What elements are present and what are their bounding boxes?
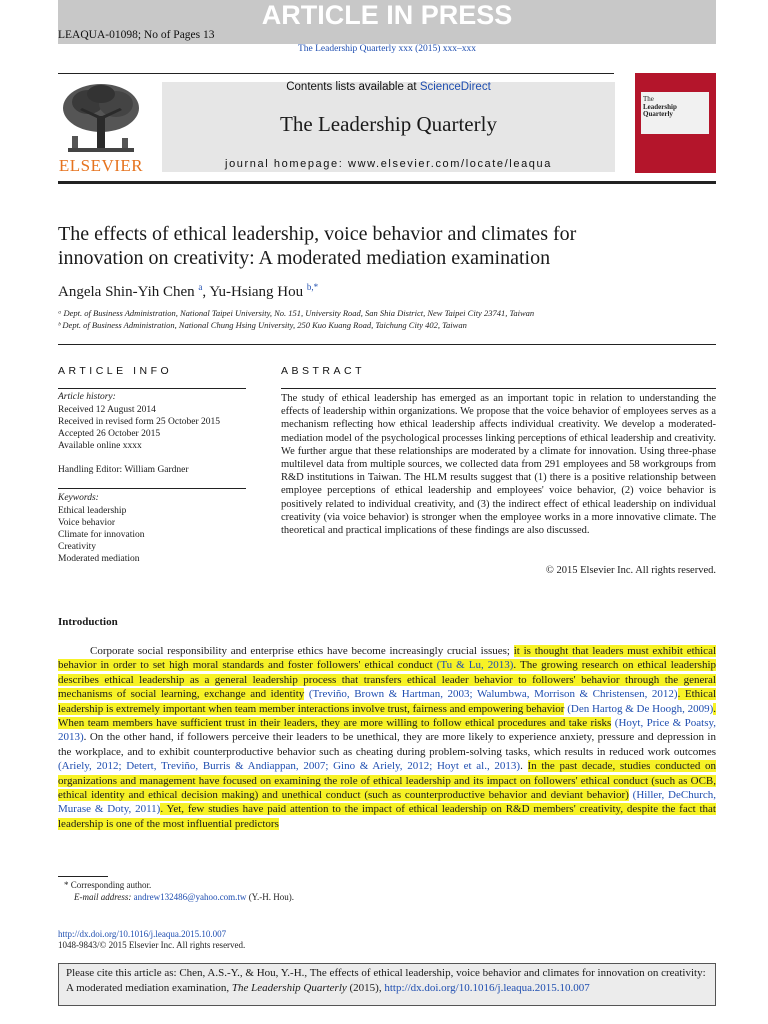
author-name: Angela Shin-Yih Chen	[58, 284, 195, 300]
document-id: LEAQUA-01098; No of Pages 13	[58, 29, 215, 41]
doi-link[interactable]: http://dx.doi.org/10.1016/j.leaqua.2015.10.007	[58, 929, 227, 939]
email-note	[74, 892, 294, 902]
contents-prefix: Contents lists available at	[286, 81, 420, 93]
intro-text: . On the other hand, if followers perceive their leaders to be unethical, they are more likely to experience anxiety, pressure and depression in the workplace, and to exhibit counterproductive behavior such as cheating during problem-solving tasks, which results in reduced work outcomes	[58, 731, 716, 758]
keyword: Creativity	[58, 542, 96, 552]
highlighted-text: In the past decade, studies conducted on organizations and management have focused on examining the role of ethical leadership and its impact on followers' ethical conduct (such as OCB, ethical identity and ethical decision making) and unethical conduct (such as counterproductive behavior and deviant behavior)	[58, 760, 717, 802]
keywords-label: Keywords:	[58, 493, 99, 503]
affiliation-a: ᵃ Dept. of Business Administration, National Taipei University, No. 151, University Road, San Shia District, New Taipei City 23741, Taiwan	[58, 308, 535, 318]
highlighted-text: . When team members have sufficient trust in their leaders, they are more willing to follow ethical procedures and take risks	[58, 702, 716, 730]
reference-link[interactable]: (Tu & Lu, 2013)	[436, 659, 514, 672]
title-line: innovation on creativity: A moderated mediation examination	[58, 247, 551, 269]
cover-title-line: The	[643, 95, 654, 103]
reference-link[interactable]: (Ariely, 2012; Detert, Treviño, Burris & Andiappan, 2007; Gino & Ariely, 2012; Hoyt et al., 2013)	[58, 760, 521, 773]
footnote-rule	[58, 876, 108, 877]
corresponding-author-note: * Corresponding author.	[64, 880, 152, 890]
intro-text: .	[520, 760, 528, 773]
highlighted-text: . Ethical leadership is extremely important when team member interactions involve trust, fairness and empowering behavior	[58, 688, 717, 715]
introduction-paragraph	[58, 644, 716, 831]
accepted-date: Accepted 26 October 2015	[58, 429, 161, 439]
keywords-rule	[58, 488, 246, 489]
journal-homepage[interactable]: journal homepage: www.elsevier.com/locate/leaqua	[225, 158, 552, 170]
email-label: E-mail address:	[74, 892, 134, 902]
revised-date: Received in revised form 25 October 2015	[58, 417, 220, 427]
author-list: Angela Shin-Yih Chen $^a$, Yu-Hsiang Hou $^{b,*}$	[58, 282, 319, 300]
highlighted-text: . Yet, few studies have paid attention to the impact of ethical leadership on R&D members' creativity, despite the fact that leadership is one of the most influential predictors	[58, 803, 716, 830]
online-date: Available online xxxx	[58, 441, 142, 451]
article-title	[58, 222, 658, 270]
article-history-label: Article history:	[58, 392, 116, 402]
cover-title-line: Quarterly	[643, 110, 673, 118]
issn-copyright: 1048-9843/© 2015 Elsevier Inc. All rights reserved.	[58, 940, 246, 950]
citation-journal: The Leadership Quarterly	[231, 981, 347, 994]
email-link[interactable]: andrew132486@yahoo.com.tw	[133, 892, 247, 902]
received-date: Received 12 August 2014	[58, 405, 156, 415]
highlighted-text: it is thought that leaders must exhibit ethical behavior in order to set high moral standards and foster followers' ethical conduct	[58, 645, 717, 672]
reference-link[interactable]: (Den Hartog & De Hoogh, 2009)	[567, 702, 714, 715]
affiliation-marker[interactable]: a	[198, 282, 203, 292]
abstract-text: The study of ethical leadership has emerged as an important topic in relation to understanding the effects of leadership within organizations. We propose that the voice behavior of employees serves as a mechanism reflecting how ethical leadership affects individual creativity. We develop a moderated-mediation model of the psychological processes linking perceptions of ethical leadership and creativity. We further argue that these relationships are moderated by a climate for innovation. Using three-phase multilevel data from multiple sources, we collected data from 291 employees and 58 workgroups from R&D institutions in Taiwan. The HLM results suggest that (1) there is a positive relationship between employee perceptions of ethical leadership and employees' voice behavior, (2) voice behavior is positively related to individual creativity, and (3) the indirect effect of ethical leadership on individual creativity (via voice behavior) is stronger when the employee works in a more innovative climate. The theoretical and practical implications of these findings are also discussed.	[281, 393, 716, 537]
article-in-press-label: ARTICLE IN PRESS	[261, 0, 513, 30]
reference-link[interactable]: (Hoyt, Price & Poatsy, 2013)	[58, 717, 717, 744]
abstract-rule	[281, 388, 716, 389]
reference-link[interactable]: (Hiller, DeChurch, Murase & Doty, 2011)	[58, 789, 717, 816]
handling-editor: Handling Editor: William Gardner	[58, 465, 189, 475]
introduction-heading: Introduction	[58, 616, 118, 628]
reference-link[interactable]: (Treviño, Brown & Hartman, 2003; Walumbwa, Morrison & Christensen, 2012)	[308, 688, 678, 701]
journal-citation-link[interactable]: The Leadership Quarterly xxx (2015) xxx–xxx	[297, 44, 477, 54]
journal-title: The Leadership Quarterly	[280, 112, 497, 136]
email-suffix: (Y.-H. Hou).	[246, 892, 295, 902]
highlighted-text: . The growing research on ethical leadership describes ethical leadership as a general leadership process that transfers ethical leader behavior to followers' behavior through the general mechanisms of social learning, exchange and identity	[58, 659, 717, 701]
citation-doi-link[interactable]: http://dx.doi.org/10.1016/j.leaqua.2015.10.007	[384, 981, 590, 994]
abstract-copyright: © 2015 Elsevier Inc. All rights reserved.	[545, 565, 716, 576]
citation-prefix: Please cite this article as: Chen, A.S.-Y., & Hou, Y.-H., The effects of ethical leadership, voice behavior and climates for innovation on creativity: A moderated mediation examination,	[66, 967, 706, 994]
title-line: The effects of ethical leadership, voice behavior and climates for	[58, 223, 577, 245]
author-name: Yu-Hsiang Hou	[209, 284, 304, 300]
affiliation-b: ᵇ Dept. of Business Administration, National Chung Hsing University, 250 Kuo Kuang Road, Taichung City 402, Taiwan	[58, 320, 467, 330]
citation-text	[66, 966, 712, 995]
keyword: Moderated mediation	[58, 554, 140, 564]
masthead-rule	[58, 181, 716, 184]
citation-year: (2015),	[346, 981, 385, 994]
affiliation-marker[interactable]: b,	[306, 282, 314, 292]
keyword: Ethical leadership	[58, 506, 127, 516]
article-info-heading: ARTICLE INFO	[58, 365, 173, 377]
corresponding-author-marker[interactable]: *	[313, 282, 319, 292]
top-rule	[58, 73, 614, 74]
sciencedirect-link[interactable]: ScienceDirect	[419, 81, 491, 93]
contents-line	[162, 81, 615, 93]
journal-cover-title	[643, 96, 707, 119]
cover-title-line: Leadership	[643, 102, 677, 111]
elsevier-wordmark: ELSEVIER	[58, 156, 144, 175]
section-rule	[58, 344, 716, 345]
article-info-rule	[58, 388, 246, 389]
keyword: Climate for innovation	[58, 530, 145, 540]
keyword: Voice behavior	[58, 518, 116, 528]
abstract-heading: ABSTRACT	[281, 365, 366, 377]
intro-text: Corporate social responsibility and enterprise ethics have become increasingly crucial issues;	[90, 645, 514, 657]
